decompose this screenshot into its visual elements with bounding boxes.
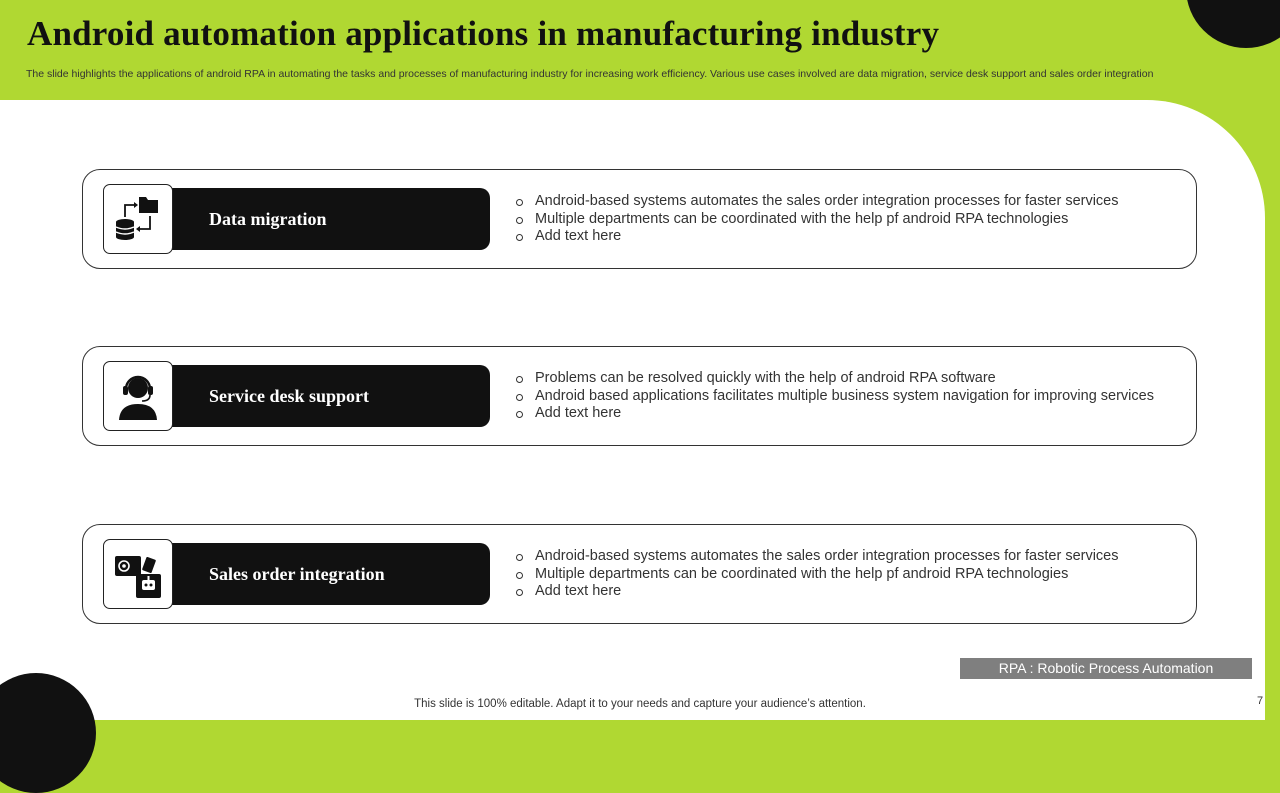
card-data-migration (82, 169, 1197, 269)
card-label: Sales order integration (209, 564, 385, 584)
icon-container (103, 361, 173, 431)
slide-title: Android automation applications in manufacturing industry (27, 14, 940, 53)
card-service-desk-support (82, 346, 1197, 446)
money-gear-robot-icon (112, 548, 164, 600)
rpa-definition-note: RPA : Robotic Process Automation (960, 658, 1252, 679)
icon-container (103, 184, 173, 254)
bullet-item: Multiple departments can be coordinated with the help pf android RPA technologies (516, 211, 1119, 229)
bullet-item: Add text here (516, 228, 1119, 246)
bullet-item: Android based applications facilitates multiple business system navigation for improving services (516, 388, 1154, 406)
bullet-item: Android-based systems automates the sales order integration processes for faster services (516, 193, 1119, 211)
bullet-item: Add text here (516, 583, 1119, 601)
icon-container (103, 539, 173, 609)
card-sales-order-integration (82, 524, 1197, 624)
bullet-item: Android-based systems automates the sales order integration processes for faster services (516, 548, 1119, 566)
card-label: Service desk support (209, 386, 370, 406)
bullet-list (516, 370, 1154, 423)
bullet-list (516, 548, 1119, 601)
headset-support-agent-icon (112, 370, 164, 422)
card-label: Data migration (209, 209, 327, 229)
bullet-list (516, 193, 1119, 246)
database-folder-transfer-icon (112, 193, 164, 245)
bullet-item: Problems can be resolved quickly with the help of android RPA software (516, 370, 1154, 388)
decorative-circle-top-right (1186, 0, 1280, 48)
bullet-item: Add text here (516, 405, 1154, 423)
slide-subtitle: The slide highlights the applications of android RPA in automating the tasks and processes of manufacturing industry for increasing work efficiency. Various use cases involved are data migration, service desk support and sales order integration (26, 68, 1154, 80)
page-number: 7 (1257, 695, 1264, 707)
slide-footer: This slide is 100% editable. Adapt it to your needs and capture your audience’s attention. (414, 698, 866, 710)
bullet-item: Multiple departments can be coordinated with the help pf android RPA technologies (516, 566, 1119, 584)
